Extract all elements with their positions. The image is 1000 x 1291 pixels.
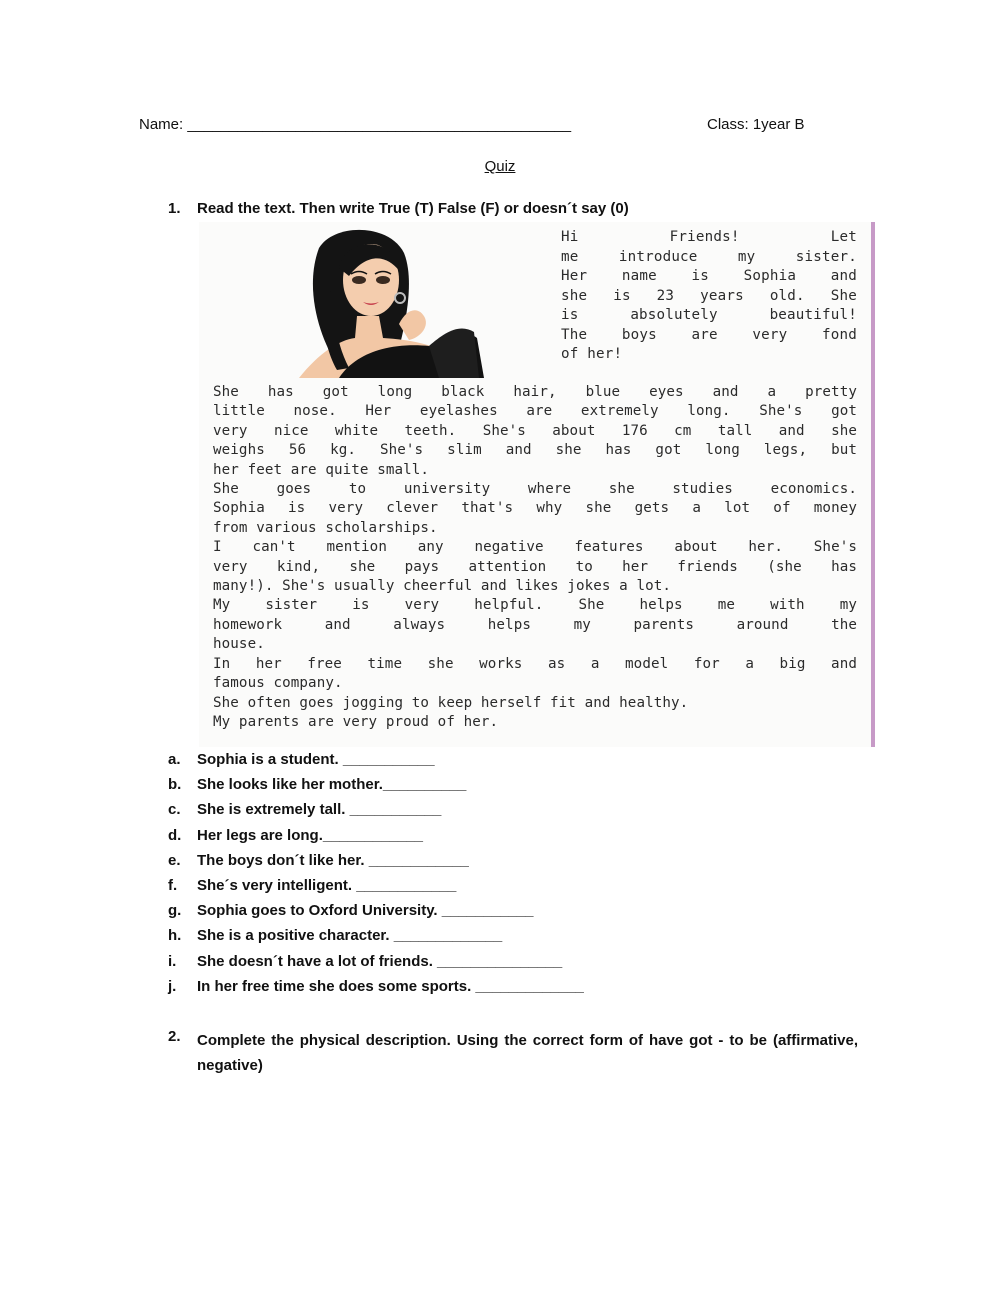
body-line: her feet are quite small. <box>213 461 430 478</box>
reading-passage <box>199 222 875 747</box>
body-line: many!). She's usually cheerful and likes jokes a lot. <box>213 578 672 595</box>
passage-intro <box>561 228 857 365</box>
statement-text: Her legs are long.____________ <box>197 826 423 844</box>
body-line: My parents are very proud of her. <box>213 713 499 730</box>
question-1-instruction: Read the text. Then write True (T) False (F) or doesn´t say (0) <box>197 200 629 217</box>
question-2-number: 2. <box>168 1028 181 1045</box>
statement-text: The boys don´t like her. ____________ <box>197 851 469 869</box>
statement-letter: i. <box>168 952 177 970</box>
statement-letter: h. <box>168 927 182 945</box>
intro-line: Hi Friends! Let <box>561 229 857 245</box>
header-row <box>139 116 839 138</box>
body-line: She goes to university where she studies economics. <box>213 481 857 498</box>
intro-line: The boys are very fond <box>561 326 857 343</box>
intro-line: me introduce my sister. <box>561 248 857 265</box>
statement-text: She is extremely tall. ___________ <box>197 801 442 819</box>
statement-letter: g. <box>168 902 182 920</box>
body-line: In her free time she works as a model for a big and <box>213 655 857 672</box>
body-line: My sister is very helpful. She helps me with my <box>213 597 857 614</box>
woman-portrait-illustration <box>279 228 489 378</box>
body-line: little nose. Her eyelashes are extremely long. She's got <box>213 403 857 420</box>
body-line: famous company. <box>213 675 343 692</box>
question-1-number: 1. <box>168 200 181 217</box>
statement-text: She´s very intelligent. ____________ <box>197 876 457 894</box>
statement-text: She is a positive character. _____________ <box>197 927 503 945</box>
statement-letter: j. <box>168 977 177 995</box>
quiz-title: Quiz <box>484 158 516 175</box>
statement-text: She doesn´t have a lot of friends. _______________ <box>197 952 563 970</box>
body-line: very kind, she pays attention to her friends (she has <box>213 558 857 575</box>
class-field: Class: 1year B <box>707 116 805 133</box>
body-line: house. <box>213 636 265 653</box>
intro-line: Her name is Sophia and <box>561 268 857 284</box>
body-line: weighs 56 kg. She's slim and she has got long legs, but <box>213 442 857 459</box>
statement-text: She looks like her mother.__________ <box>197 776 467 794</box>
intro-line: she is 23 years old. She <box>561 287 857 304</box>
statement-letter: b. <box>168 776 182 794</box>
statement-letter: e. <box>168 851 181 869</box>
body-line: from various scholarships. <box>213 519 438 536</box>
body-line: Sophia is very clever that's why she gets a lot of money <box>213 500 857 517</box>
passage-body <box>213 383 857 732</box>
intro-line: is absolutely beautiful! <box>561 307 857 323</box>
body-line: She often goes jogging to keep herself fit and healthy. <box>213 694 689 711</box>
intro-line: of her! <box>561 346 623 362</box>
name-field[interactable]: Name: ______________________________________________ <box>139 116 572 133</box>
statement-letter: c. <box>168 801 181 819</box>
question-2-instruction: Complete the physical description. Using the correct form of have got - to be (affirmative, negative) <box>197 1032 858 1074</box>
statement-text: Sophia goes to Oxford University. ___________ <box>197 902 534 920</box>
statement-letter: a. <box>168 751 181 768</box>
body-line: very nice white teeth. She's about 176 cm tall and she <box>213 422 857 439</box>
body-line: I can't mention any negative features about her. She's <box>213 539 857 556</box>
statement-letter: f. <box>168 876 178 894</box>
statement-text: Sophia is a student. ___________ <box>197 751 435 768</box>
body-line: homework and always helps my parents around the <box>213 616 857 633</box>
statement-text: In her free time she does some sports. _____________ <box>197 977 584 995</box>
statement-letter: d. <box>168 826 182 844</box>
body-line: She has got long black hair, blue eyes and a pretty <box>213 384 857 400</box>
